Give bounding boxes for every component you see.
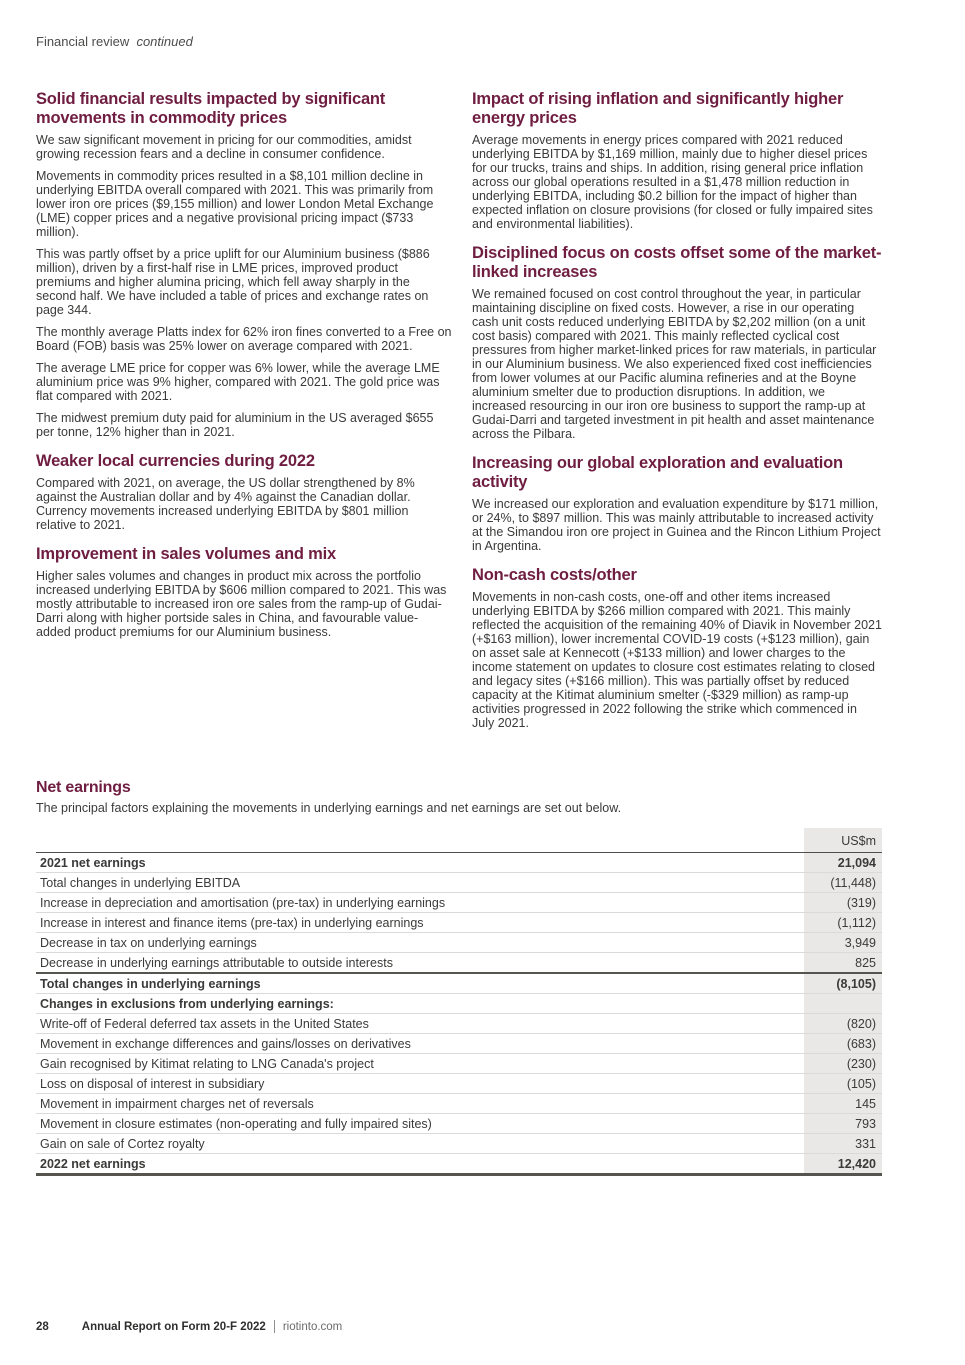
row-value: (319): [804, 893, 882, 913]
section-heading: Impact of rising inflation and significantly higher energy prices: [472, 90, 844, 127]
running-header: [36, 34, 193, 49]
section-heading: Non-cash costs/other: [472, 566, 637, 584]
table-row: [36, 1054, 882, 1074]
row-value: 3,949: [804, 933, 882, 953]
right-column: [472, 90, 882, 738]
paragraph: The average LME price for copper was 6% lower, while the average LME aluminium price was 9% higher, compared with 2021. The gold price was flat compared with 2021.: [36, 361, 440, 403]
row-label: Decrease in tax on underlying earnings: [40, 935, 257, 950]
row-value: 145: [804, 1094, 882, 1114]
left-column: [36, 90, 452, 738]
row-label: Increase in interest and finance items (pre-tax) in underlying earnings: [40, 915, 424, 930]
website-link: riotinto.com: [282, 1320, 343, 1333]
table-row: [36, 873, 882, 893]
footer-divider: [274, 1320, 275, 1333]
report-title: Annual Report on Form 20-F 2022: [81, 1320, 266, 1333]
row-label: Movement in impairment charges net of reversals: [40, 1096, 314, 1111]
row-label: 2021 net earnings: [40, 855, 146, 870]
row-value: 825: [804, 953, 882, 974]
table-header-unit: US$m: [804, 828, 882, 853]
page-footer: [36, 1320, 342, 1333]
row-value: (230): [804, 1054, 882, 1074]
paragraph: The midwest premium duty paid for aluminium in the US averaged $655 per tonne, 12% higher than in 2021.: [36, 411, 434, 439]
table-header-row: [36, 828, 882, 853]
table-row: [36, 913, 882, 933]
row-value: (683): [804, 1034, 882, 1054]
row-label: Gain recognised by Kitimat relating to LNG Canada's project: [40, 1056, 374, 1071]
row-label: 2022 net earnings: [40, 1156, 146, 1171]
net-earnings-heading: Net earnings: [36, 779, 131, 796]
row-value: (105): [804, 1074, 882, 1094]
net-earnings-table: [36, 828, 882, 1176]
paragraph: We remained focused on cost control throughout the year, in particular maintaining discipline on fixed costs. However, a rise in our operating cash unit costs reduced underlying EBITDA by $2,202 million (on a unit cost basis) compared with 2021. This mainly reflected cyclical cost pressures from higher market-linked prices for raw materials, in particular in our Aluminium business. We also experienced fixed cost inefficiencies from lower volumes at our Pacific alumina refineries and at the Boyne aluminium smelter due to production disruptions. In addition, we increased resourcing in our iron ore business to support the ramp-up at Gudai-Darri and targeted investment in pit health and asset maintenance across the Pilbara.: [472, 287, 877, 441]
paragraph: Movements in commodity prices resulted in a $8,101 million decline in underlying EBITDA overall compared with 2021. This was primarily from lower iron ore prices ($9,155 million) and lower London Metal Exchange (LME) copper prices and a negative provisional pricing impact ($733 million).: [36, 169, 434, 239]
row-label: Write-off of Federal deferred tax assets in the United States: [40, 1016, 369, 1031]
row-label: Total changes in underlying EBITDA: [40, 875, 241, 890]
table-row: [36, 1154, 882, 1175]
section-commodity-prices: [36, 90, 452, 439]
paragraph: This was partly offset by a price uplift for our Aluminium business ($886 million), driven by a first-half rise in LME prices, improved product premiums and higher alumina pricing, which fell away sharply in the second half. We have included a table of prices and exchange rates on page 344.: [36, 247, 430, 317]
section-heading: Weaker local currencies during 2022: [36, 452, 315, 470]
table-header-label: [36, 828, 804, 853]
paragraph: Movements in non-cash costs, one-off and other items increased underlying EBITDA by $266 million compared with 2021. This mainly reflected the acquisition of the remaining 40% of Diavik in November 2021 (+$163 million), lower incremental COVID-19 costs (+$123 million), gain on asset sale at Kennecott (+$133 million) and lower charges to the income statement on updates to closure cost estimates relating to closed and legacy sites (+$166 million). This was partially offset by reduced capacity at the Kitimat aluminium smelter (-$329 million) as ramp-up activities progressed in 2022 following the strike which commenced in July 2021.: [472, 590, 882, 730]
section-heading: Improvement in sales volumes and mix: [36, 545, 336, 563]
table-row: [36, 1014, 882, 1034]
paragraph: We increased our exploration and evaluation expenditure by $171 million, or 24%, to $897 million. This was mainly attributable to increased activity at the Simandou iron ore project in Guinea and the Rincon Lithium Project in Argentina.: [472, 497, 881, 553]
paragraph: The monthly average Platts index for 62% iron fines converted to a Free on Board (FOB) basis was 25% lower on average compared with 2021.: [36, 325, 452, 353]
table-row: [36, 893, 882, 913]
paragraph: We saw significant movement in pricing for our commodities, amidst growing recession fears and a decline in consumer confidence.: [36, 133, 412, 161]
row-value: 331: [804, 1134, 882, 1154]
section-non-cash-costs: [472, 566, 882, 730]
page-content: [36, 90, 882, 1176]
paragraph: Compared with 2021, on average, the US dollar strengthened by 8% against the Australian dollar and by 4% against the Canadian dollar. Currency movements increased underlying EBITDA by $801 million relative to 2021.: [36, 476, 415, 532]
row-value: 793: [804, 1114, 882, 1134]
section-heading: Increasing our global exploration and evaluation activity: [472, 454, 843, 491]
two-column-layout: [36, 90, 882, 738]
row-value: (8,105): [804, 973, 882, 994]
net-earnings-intro: The principal factors explaining the movements in underlying earnings and net earnings are set out below.: [36, 801, 622, 815]
table-row: [36, 1134, 882, 1154]
paragraph: Average movements in energy prices compared with 2021 reduced underlying EBITDA by $1,169 million, mainly due to higher diesel prices for our trucks, trains and ships. In addition, rising general price inflation across our global operations resulted in a $1,478 million reduction in underlying EBITDA, including $0.2 billion for the impact of higher than expected inflation on closure provisions (for closed or fully impaired sites and environmental liabilities).: [472, 133, 873, 231]
row-label: Changes in exclusions from underlying earnings:: [40, 996, 334, 1011]
table-row: [36, 994, 882, 1014]
row-label: Movement in closure estimates (non-operating and fully impaired sites): [40, 1116, 432, 1131]
table-row: [36, 853, 882, 873]
row-label: Decrease in underlying earnings attributable to outside interests: [40, 955, 393, 970]
paragraph: Higher sales volumes and changes in product mix across the portfolio increased underlying EBITDA by $606 million compared to 2021. This was mostly attributable to increased iron ore sales from the ramp-up of Gudai-Darri along with higher portside sales in China, and favourable value-added product premiums for our Aluminium business.: [36, 569, 447, 639]
row-value: [804, 994, 882, 1014]
row-value: (11,448): [804, 873, 882, 893]
running-header-continued: continued: [136, 34, 193, 49]
section-exploration: [472, 454, 882, 553]
section-weaker-currencies: [36, 452, 452, 532]
row-value: (1,112): [804, 913, 882, 933]
table-row: [36, 1114, 882, 1134]
table-row: [36, 1034, 882, 1054]
row-label: Increase in depreciation and amortisation (pre-tax) in underlying earnings: [40, 895, 446, 910]
table-row: [36, 1094, 882, 1114]
table-row: [36, 933, 882, 953]
section-heading: Solid financial results impacted by significant movements in commodity prices: [36, 90, 386, 127]
row-value: (820): [804, 1014, 882, 1034]
section-cost-discipline: [472, 244, 882, 441]
running-header-title: Financial review: [36, 34, 130, 49]
row-value: 21,094: [804, 853, 882, 873]
section-inflation-energy: [472, 90, 882, 231]
table-row: [36, 953, 882, 974]
row-label: Loss on disposal of interest in subsidiary: [40, 1076, 265, 1091]
net-earnings-section: [36, 778, 882, 1176]
row-label: Gain on sale of Cortez royalty: [40, 1136, 205, 1151]
section-heading: Disciplined focus on costs offset some of the market-linked increases: [472, 244, 882, 281]
table-row: [36, 973, 882, 994]
row-value: 12,420: [804, 1154, 882, 1175]
section-sales-volumes: [36, 545, 452, 639]
row-label: Movement in exchange differences and gains/losses on derivatives: [40, 1036, 411, 1051]
page-number: 28: [36, 1320, 49, 1333]
row-label: Total changes in underlying earnings: [40, 976, 261, 991]
table-row: [36, 1074, 882, 1094]
